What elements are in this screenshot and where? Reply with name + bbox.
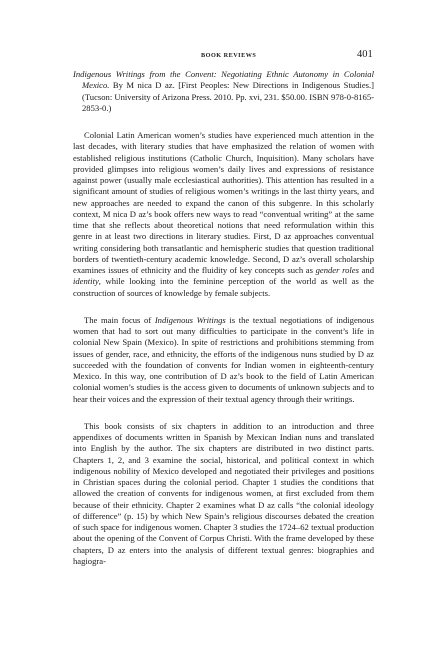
paragraph-2	[73, 315, 374, 405]
paragraph-1	[73, 130, 374, 299]
text-segment: Colonial Latin American women’s studies have experienced much attention in the last decades, with literary studies that have emphasized the relation of women with established religious institutions (Catholic Church, Inquisition). Many scholars have provided glimpses into religious women’s daily lives and expressions of resistance against power (usually male ecclesiastical authorities). This attention has resulted in a significant amount of studies of religious women’s writings in the last thirty years, and new approaches are needed to expand the canon of this subgenre. In this scholarly context, M nica D az’s book offers new ways to read “conventual writing” at the same time that she reflects about theoretical notions that need reformulation within this genre in at least two directions in literary studies. First, D az approaches conventual writing considering both transatlantic and hemispheric studies that question traditional borders of twentieth-century academic knowledge. Second, D az’s overall scholarship examines issues of ethnicity and the fluidity of key concepts such as	[73, 130, 374, 276]
italic-term: identity	[73, 276, 99, 287]
book-title: Indigenous Writings from the Convent: Negotiating Ethnic Autonomy in Colonial Mexico.	[73, 69, 374, 91]
running-head: BOOK REVIEWS	[201, 52, 257, 59]
text-segment: , while looking into the feminine perception of the world as well as the construction of sources of knowledge by female subjects.	[73, 276, 374, 298]
page-header	[0, 49, 432, 63]
review-body	[73, 69, 374, 583]
text-segment: This book consists of six chapters in addition to an introduction and three appendixes of documents written in Spanish by Mexican Indian nuns and translated into English by the author. The six chapters are distributed in two distinct parts. Chapters 1, 2, and 3 examine the social, historical, and political context in which indigenous nobility of Mexico developed and negotiated their privileges and positions in Christian spaces during the colonial period. Chapter 1 studies the conditions that allowed the creation of convents for indigenous women, at first excluded from them because of their ethnicity. Chapter 2 examines what D az calls “the colonial ideology of difference” (p. 15) by which New Spain’s religious discourses debated the creation of such space for indigenous women. Chapter 3 studies the 1724–62 textual production about the opening of the Convent of Corpus Christi. With the frame developed by these chapters, D az enters into the analysis of different textual genres: biographies and hagiogra-	[73, 420, 374, 566]
text-segment: is the textual negotiations of indigenous women that had to sort out many difficulties to participate in the convent’s life in colonial New Spain (Mexico). In spite of restrictions and prohibitions stemming from issues of gender, race, and ethnicity, the efforts of the indigenous nuns studied by D az succeeded with the foundation of convents for Indian women in eighteenth-century Mexico. In this way, one contribution of D az’s book to the field of Latin American colonial women’s studies is the access given to documents of unknown subjects and to hear their voices and the expression of their textual agency through their writings.	[73, 314, 375, 404]
page-number: 401	[357, 49, 373, 60]
text-segment: and	[358, 265, 374, 276]
italic-book-title: Indigenous Writings	[154, 314, 226, 325]
book-details: By M nica D az. [First Peoples: New Directions in Indigenous Studies.] (Tucson: University of Arizona Press. 2010. Pp. xvi, 231. $50.00. ISBN 978-0-8165-2853-0.)	[82, 80, 374, 113]
paragraph-3	[73, 421, 374, 567]
italic-term: gender roles	[315, 265, 359, 276]
text-segment: The main focus of	[84, 314, 155, 325]
book-citation	[73, 69, 374, 114]
